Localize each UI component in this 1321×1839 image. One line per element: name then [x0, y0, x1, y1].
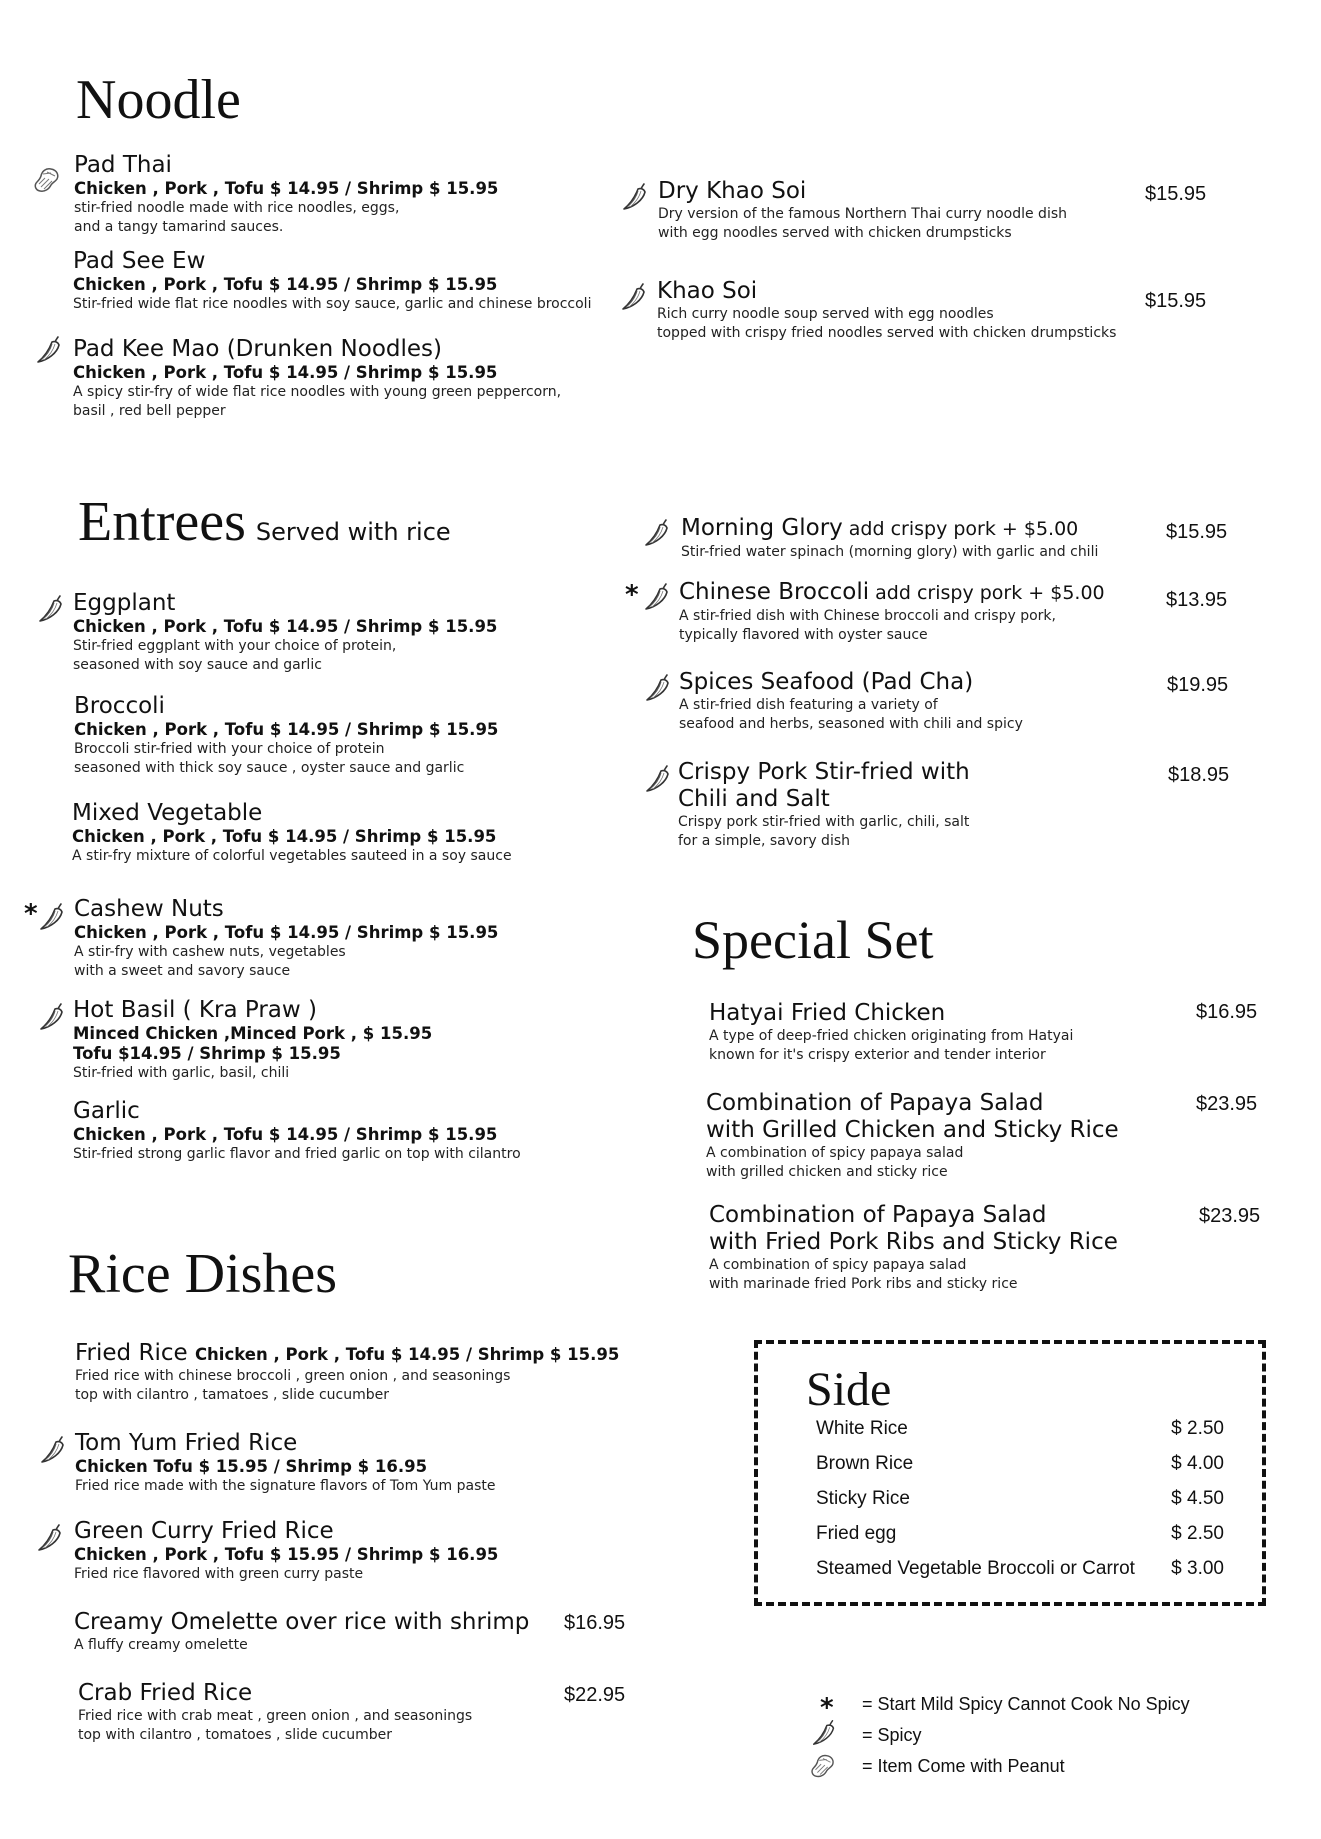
item-description: Broccoli stir-fried with your choice of protein seasoned with thick soy sauce , oyster sauce and garlic [74, 741, 465, 776]
side-item-price: $ 2.50 [1171, 1418, 1224, 1439]
item-name: Green Curry Fried Rice [74, 1518, 334, 1544]
item-name: Fried Rice [75, 1340, 188, 1366]
chili-icon [37, 900, 69, 932]
item-price: $18.95 [1168, 764, 1230, 786]
menu-item [74, 896, 498, 980]
item-price: $15.95 [1145, 290, 1207, 312]
item-addon: add crispy pork + $5.00 [875, 582, 1105, 604]
side-item-name: Fried egg [816, 1523, 897, 1544]
item-name: Eggplant [73, 590, 176, 616]
item-description: Crispy pork stir-fried with garlic, chili, salt for a simple, savory dish [678, 814, 970, 849]
side-item-price: $ 4.00 [1171, 1453, 1224, 1474]
menu-item [72, 800, 512, 866]
item-description: A type of deep-fried chicken originating from Hatyai known for it's crispy exterior and tender interior [709, 1028, 1074, 1063]
item-price: $23.95 [1199, 1205, 1261, 1227]
side-item-name: Steamed Vegetable Broccoli or Carrot [816, 1558, 1135, 1579]
side-item-price: $ 3.00 [1171, 1558, 1224, 1579]
peanut-icon [31, 164, 63, 196]
item-name: Crispy Pork Stir-fried with [678, 759, 970, 785]
section-title-rice-dishes: Rice Dishes [68, 1243, 338, 1305]
star-marker: * [24, 899, 38, 929]
menu-item [74, 1609, 529, 1655]
menu-item [709, 1000, 1073, 1064]
item-options: Chicken , Pork , Tofu $ 14.95 / Shrimp $ 15.95 [74, 720, 499, 739]
star-marker: * [625, 580, 639, 610]
chili-icon [34, 333, 66, 365]
item-description: A combination of spicy papaya salad with grilled chicken and sticky rice [706, 1145, 964, 1180]
item-name: Hatyai Fried Chicken [709, 1000, 946, 1026]
peanut-icon [808, 1751, 838, 1781]
item-price: $22.95 [564, 1684, 626, 1706]
item-description: Rich curry noodle soup served with egg noodles topped with crispy fried noodles served with chicken drumpsticks [657, 306, 1117, 341]
menu-item [73, 248, 591, 314]
chili-icon [643, 671, 675, 703]
item-name: Crab Fried Rice [78, 1680, 253, 1706]
item-description: Fried rice with chinese broccoli , green onion , and seasonings top with cilantro , tamatoes , slide cucumber [75, 1368, 511, 1403]
item-description: Stir-fried eggplant with your choice of protein, seasoned with soy sauce and garlic [73, 638, 397, 673]
section-subtitle: Served with rice [255, 518, 451, 546]
item-description: A stir-fry mixture of colorful vegetables sauteed in a soy sauce [72, 848, 512, 864]
item-description: stir-fried noodle made with rice noodles, eggs, and a tangy tamarind sauces. [74, 200, 400, 235]
menu-item [74, 152, 498, 236]
menu-item [78, 1680, 472, 1744]
item-options: Chicken , Pork , Tofu $ 14.95 / Shrimp $ 15.95 [73, 275, 498, 294]
item-description: Dry version of the famous Northern Thai curry noodle dish with egg noodles served with chicken drumpsticks [658, 206, 1068, 241]
item-description: A stir-fry with cashew nuts, vegetables with a sweet and savory sauce [74, 944, 346, 979]
item-description: Fried rice made with the signature flavors of Tom Yum paste [75, 1478, 496, 1494]
item-options: Chicken , Pork , Tofu $ 14.95 / Shrimp $ 15.95 [74, 179, 499, 198]
side-item [816, 1418, 1224, 1448]
item-options: Chicken , Pork , Tofu $ 14.95 / Shrimp $ 15.95 [73, 617, 498, 636]
section-title-text: Entrees [78, 491, 246, 553]
chili-icon [38, 1433, 70, 1465]
item-options: Minced Chicken ,Minced Pork , $ 15.95 [73, 1024, 433, 1043]
item-name: Khao Soi [657, 278, 758, 304]
item-description: Stir-fried strong garlic flavor and fried garlic on top with cilantro [73, 1146, 521, 1162]
item-price: $15.95 [1166, 521, 1228, 543]
section-title-side: Side [806, 1363, 892, 1416]
side-box [754, 1340, 1266, 1606]
menu-item [679, 669, 1023, 733]
item-price: $13.95 [1166, 589, 1228, 611]
side-item-name: Brown Rice [816, 1453, 914, 1474]
chili-icon [642, 580, 674, 612]
item-description: Stir-fried wide flat rice noodles with soy sauce, garlic and chinese broccoli [73, 296, 592, 312]
menu-item [681, 515, 1098, 562]
item-name: Pad See Ew [73, 248, 206, 274]
legend-star-text: = Start Mild Spicy Cannot Cook No Spicy [862, 1694, 1190, 1714]
item-description: A spicy stir-fry of wide flat rice noodles with young green peppercorn, basil , red bell pepper [73, 384, 562, 419]
chili-icon [642, 516, 674, 548]
item-name: Broccoli [74, 693, 165, 719]
item-price: $19.95 [1167, 674, 1229, 696]
item-price: $23.95 [1196, 1093, 1258, 1115]
menu-item [75, 1340, 619, 1404]
menu-item [73, 1098, 521, 1164]
item-price: $16.95 [1196, 1001, 1258, 1023]
item-description: A stir-fried dish with Chinese broccoli and crispy pork, typically flavored with oyster sauce [679, 608, 1056, 643]
item-description: A fluffy creamy omelette [74, 1637, 248, 1653]
item-options: Chicken , Pork , Tofu $ 14.95 / Shrimp $ 15.95 [72, 827, 497, 846]
item-name: Chili and Salt [678, 786, 830, 812]
menu-item [679, 579, 1105, 644]
item-name: with Fried Pork Ribs and Sticky Rice [709, 1229, 1118, 1255]
menu-item [709, 1202, 1118, 1293]
menu-item [73, 997, 432, 1083]
menu-item [706, 1090, 1119, 1181]
side-item-price: $ 4.50 [1171, 1488, 1224, 1509]
item-description: A stir-fried dish featuring a variety of seafood and herbs, seasoned with chili and spicy [679, 697, 1023, 732]
item-name: Dry Khao Soi [658, 178, 807, 204]
section-title-special-set: Special Set [692, 910, 934, 970]
chili-icon [620, 180, 652, 212]
legend-peanut-text: = Item Come with Peanut [862, 1756, 1065, 1776]
chili-icon [36, 592, 68, 624]
item-name: Pad Thai [74, 152, 172, 178]
section-title-noodle: Noodle [76, 69, 241, 131]
side-item-name: Sticky Rice [816, 1488, 910, 1509]
item-options: Chicken Tofu $ 15.95 / Shrimp $ 16.95 [75, 1457, 428, 1476]
item-options: Chicken , Pork , Tofu $ 14.95 / Shrimp $ 15.95 [194, 1345, 620, 1364]
item-options: Chicken , Pork , Tofu $ 14.95 / Shrimp $ 15.95 [73, 1125, 498, 1144]
item-name: Hot Basil ( Kra Praw ) [73, 997, 317, 1023]
menu-item [73, 336, 561, 420]
item-name: Chinese Broccoli [679, 579, 870, 605]
menu-item [658, 178, 1067, 242]
section-title-entrees [78, 491, 451, 553]
item-description: Fried rice flavored with green curry paste [74, 1566, 364, 1582]
side-item-price: $ 2.50 [1171, 1523, 1224, 1544]
chili-icon [643, 762, 675, 794]
chili-icon [619, 280, 651, 312]
item-addon: add crispy pork + $5.00 [848, 518, 1079, 540]
item-options: Chicken , Pork , Tofu $ 14.95 / Shrimp $ 15.95 [73, 363, 498, 382]
item-name: Cashew Nuts [74, 896, 224, 922]
item-options: Chicken , Pork , Tofu $ 14.95 / Shrimp $ 15.95 [74, 923, 499, 942]
side-item-name: White Rice [816, 1418, 908, 1439]
side-item [816, 1453, 1224, 1483]
item-name: Morning Glory [681, 515, 843, 541]
item-name: Creamy Omelette over rice with shrimp [74, 1609, 530, 1635]
item-name: Mixed Vegetable [72, 800, 263, 826]
menu-item [75, 1430, 495, 1496]
legend-spicy-text: = Spicy [862, 1725, 922, 1745]
item-name: Combination of Papaya Salad [709, 1202, 1047, 1228]
item-price: $15.95 [1145, 183, 1207, 205]
menu-item [74, 693, 498, 777]
menu-item [657, 278, 1116, 342]
item-name: with Grilled Chicken and Sticky Rice [706, 1117, 1119, 1143]
item-description: Fried rice with crab meat , green onion , and seasonings top with cilantro , tomatoes , slide cucumber [78, 1708, 473, 1743]
item-options: Chicken , Pork , Tofu $ 15.95 / Shrimp $ 16.95 [74, 1545, 499, 1564]
menu-item [678, 759, 970, 850]
chili-icon [810, 1717, 840, 1747]
side-item [816, 1558, 1224, 1588]
chili-icon [37, 1000, 69, 1032]
legend-star-symbol: * [820, 1693, 834, 1723]
menu-item [74, 1518, 498, 1584]
item-options: Tofu $14.95 / Shrimp $ 15.95 [73, 1044, 341, 1063]
item-name: Spices Seafood (Pad Cha) [679, 669, 974, 695]
side-item [816, 1523, 1224, 1553]
item-description: A combination of spicy papaya salad with marinade fried Pork ribs and sticky rice [709, 1257, 1018, 1292]
item-name: Pad Kee Mao (Drunken Noodles) [73, 336, 442, 362]
item-name: Tom Yum Fried Rice [75, 1430, 298, 1456]
item-name: Combination of Papaya Salad [706, 1090, 1044, 1116]
item-description: Stir-fried with garlic, basil, chili [73, 1065, 290, 1081]
item-price: $16.95 [564, 1612, 626, 1634]
item-description: Stir-fried water spinach (morning glory) with garlic and chili [681, 544, 1099, 560]
side-item [816, 1488, 1224, 1518]
chili-icon [35, 1521, 67, 1553]
item-name: Garlic [73, 1098, 140, 1124]
menu-item [73, 590, 497, 674]
